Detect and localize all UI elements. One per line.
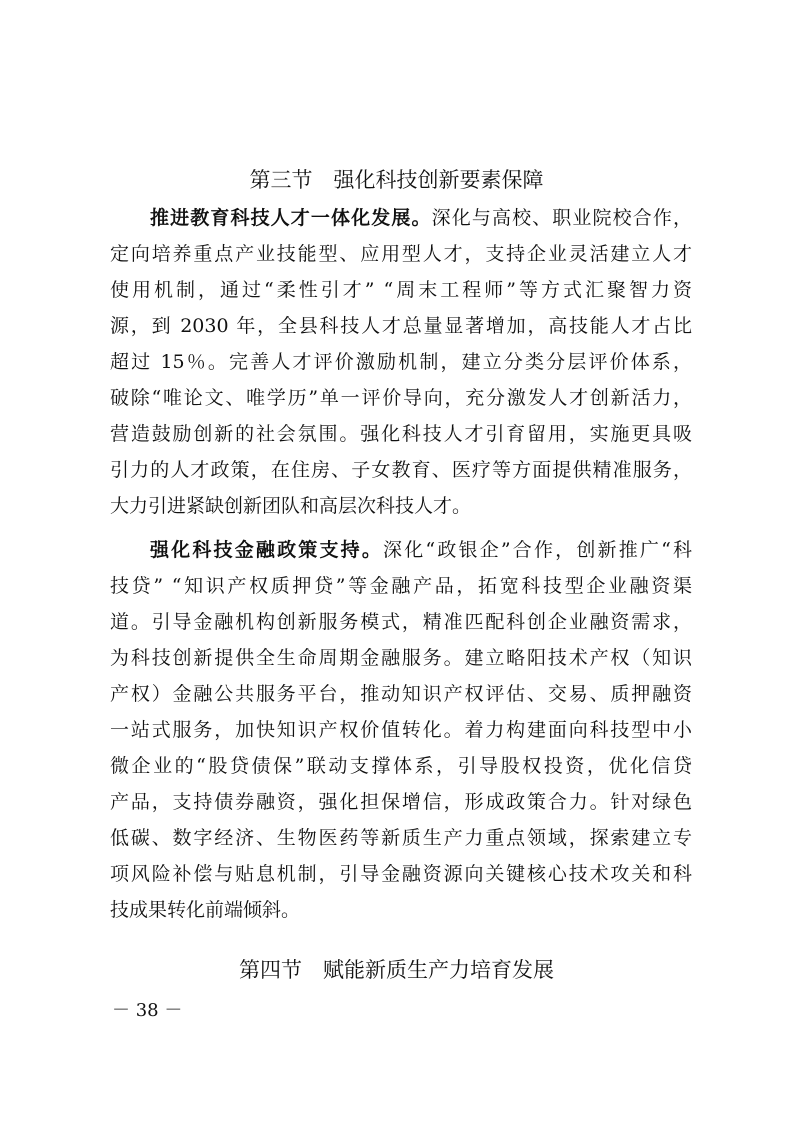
line-text: 深化与高校、职业院校合作，: [431, 207, 692, 229]
paragraph-line: 道。引导金融机构创新服务模式，精准匹配科创企业融资需求，: [110, 611, 692, 633]
section-heading-4: 第四节 赋能新质生产力培育发展: [239, 958, 554, 982]
paragraph-line: 产品，支持债券融资，强化担保增信，形成政策合力。针对绿色: [110, 791, 692, 813]
paragraph-lead: 强化科技金融政策支持。: [150, 539, 384, 561]
paragraph-line: 为科技创新提供全生命周期金融服务。建立略阳技术产权（知识: [110, 647, 692, 669]
page-number: － 38 －: [112, 1000, 183, 1021]
paragraph-line: [110, 200, 692, 236]
paragraph-line: 使用机制，通过“柔性引才” “周末工程师”等方式汇聚智力资: [110, 279, 692, 301]
paragraph-line: 微企业的“股贷债保”联动支撑体系，引导股权投资，优化信贷: [110, 755, 692, 777]
paragraph-line: 源，到 2030 年，全县科技人才总量显著增加，高技能人才占比: [110, 315, 692, 337]
paragraph-line: 超过 15％。完善人才评价激励机制，建立分类分层评价体系，: [110, 351, 692, 373]
paragraph-line: 营造鼓励创新的社会氛围。强化科技人才引育留用，实施更具吸: [110, 423, 692, 445]
section-heading-3: 第三节 强化科技创新要素保障: [249, 168, 544, 192]
paragraph-line: 大力引进紧缺创新团队和高层次科技人才。: [110, 495, 472, 517]
paragraph-lead: 推进教育科技人才一体化发展。: [150, 207, 432, 229]
paragraph-line: 项风险补偿与贴息机制，引导金融资源向关键核心技术攻关和科: [110, 863, 692, 885]
paragraph-line: 引力的人才政策，在住房、子女教育、医疗等方面提供精准服务，: [110, 459, 692, 481]
line-text: 深化“政银企”合作，创新推广“科: [383, 539, 692, 561]
paragraph-finance: [110, 532, 692, 928]
paragraph-line: 产权）金融公共服务平台，推动知识产权评估、交易、质押融资: [110, 683, 692, 705]
paragraph-line: 定向培养重点产业技能型、应用型人才，支持企业灵活建立人才: [110, 243, 692, 265]
paragraph-line: 一站式服务，加快知识产权价值转化。着力构建面向科技型中小: [110, 719, 692, 741]
paragraph-line: 低碳、数字经济、生物医药等新质生产力重点领域，探索建立专: [110, 827, 692, 849]
paragraph-line: [110, 532, 692, 568]
paragraph-line: 技成果转化前端倾斜。: [110, 899, 301, 921]
paragraph-line: 破除“唯论文、唯学历”单一评价导向，充分激发人才创新活力，: [110, 387, 692, 409]
paragraph-talent: [110, 200, 692, 524]
paragraph-line: 技贷” “知识产权质押贷”等金融产品，拓宽科技型企业融资渠: [110, 575, 692, 597]
